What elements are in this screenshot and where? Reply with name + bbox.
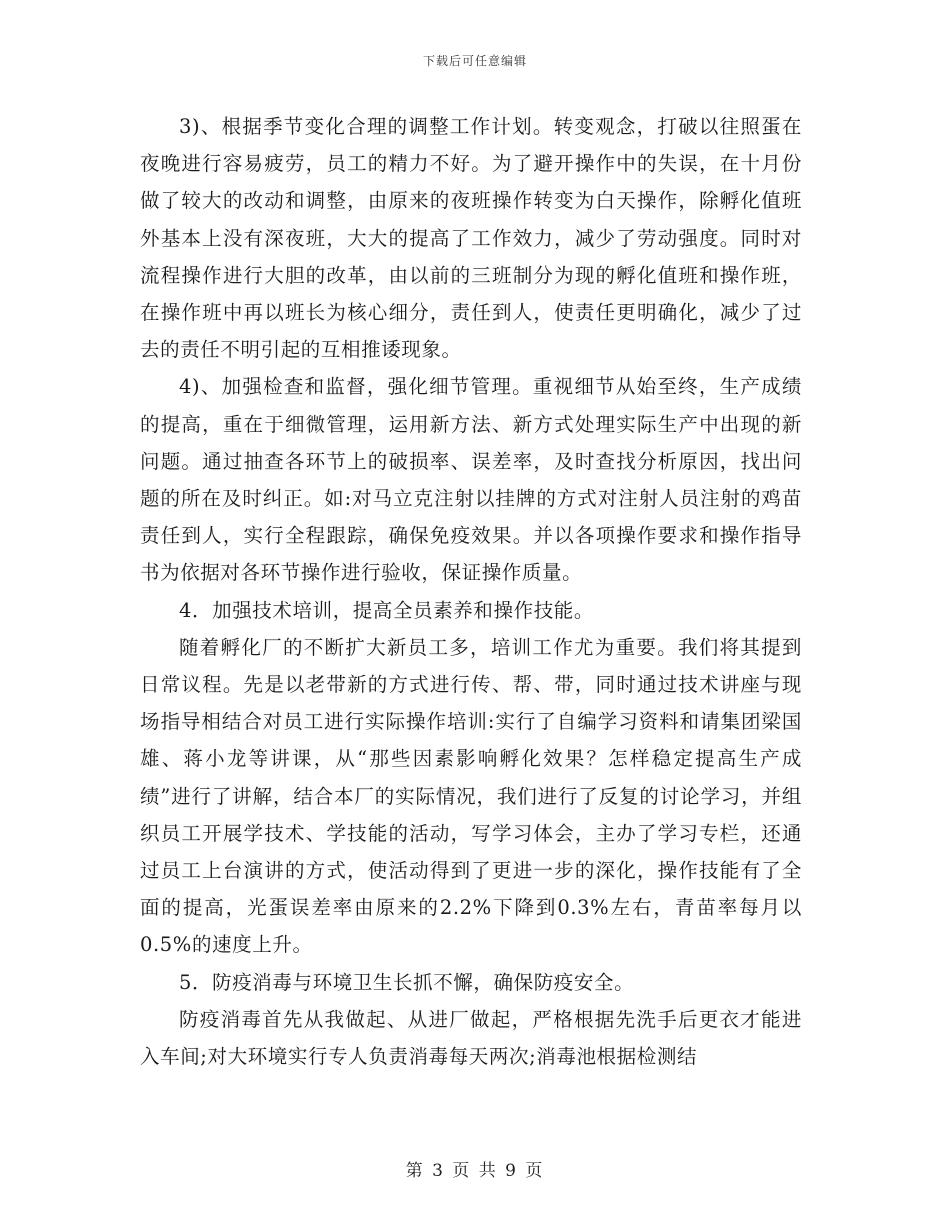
paragraph-inspection-supervision: 4)、加强检查和监督，强化细节管理。重视细节从始至终，生产成绩的提高，重在于细微管理，运用新方法、新方式处理实际生产中出现的新问题。通过抽查各环节上的破损率、误差率，及时查找分析原因，找出问题的所在及时纠正。如:对马立克注射以挂牌的方式对注射人员注射的鸡苗责任到人，实行全程跟踪，确保免疫效果。并以各项操作要求和操作指导书为依据对各环节操作进行验收，保证操作质量。 bbox=[140, 375, 802, 585]
section-heading-training: 4．加强技术培训，提高全员素养和操作技能。 bbox=[179, 598, 595, 622]
paragraph-training: 随着孵化厂的不断扩大新员工多，培训工作尤为重要。我们将其提到日常议程。先是以老带新的方式进行传、帮、带，同时通过技术讲座与现场指导相结合对员工进行实际操作培训:实行了自编学习资料和请集团梁国雄、蒋小龙等讲课，从“那些因素影响孵化效果？怎样稳定提高生产成绩”进行了讲解，结合本厂的实际情况，我们进行了反复的讨论学习，并组织员工开展学技术、学技能的活动，写学习体会，主办了学习专栏，还通过员工上台演讲的方式，使活动得到了更进一步的深化，操作技能有了全面的提高，光蛋误差率由原来的2.2%下降到0.3%左右，青苗率每月以0.5%的速度上升。 bbox=[140, 635, 802, 957]
page-footer: 第 3 页 共 9 页 bbox=[405, 1161, 545, 1181]
paragraph-disinfection: 防疫消毒首先从我做起、从进厂做起，严格根据先洗手后更衣才能进入车间;对大环境实行专人负责消毒每天两次;消毒池根据检测结 bbox=[140, 1007, 802, 1069]
paragraph-adjust-work-plan: 3)、根据季节变化合理的调整工作计划。转变观念，打破以往照蛋在夜晚进行容易疲劳，员工的精力不好。为了避开操作中的失误，在十月份做了较大的改动和调整，由原来的夜班操作转变为白天操作，除孵化值班外基本上没有深夜班，大大的提高了工作效力，减少了劳动强度。同时对流程操作进行大胆的改革，由以前的三班制分为现的孵化值班和操作班，在操作班中再以班长为核心细分，责任到人，使责任更明确化，减少了过去的责任不明引起的互相推诿现象。 bbox=[140, 115, 802, 362]
section-heading-epidemic-prevention: 5．防疫消毒与环境卫生长抓不懈，确保防疫安全。 bbox=[179, 970, 635, 994]
page-header: 下载后可任意编辑 bbox=[422, 54, 527, 68]
document-body bbox=[140, 108, 802, 1075]
